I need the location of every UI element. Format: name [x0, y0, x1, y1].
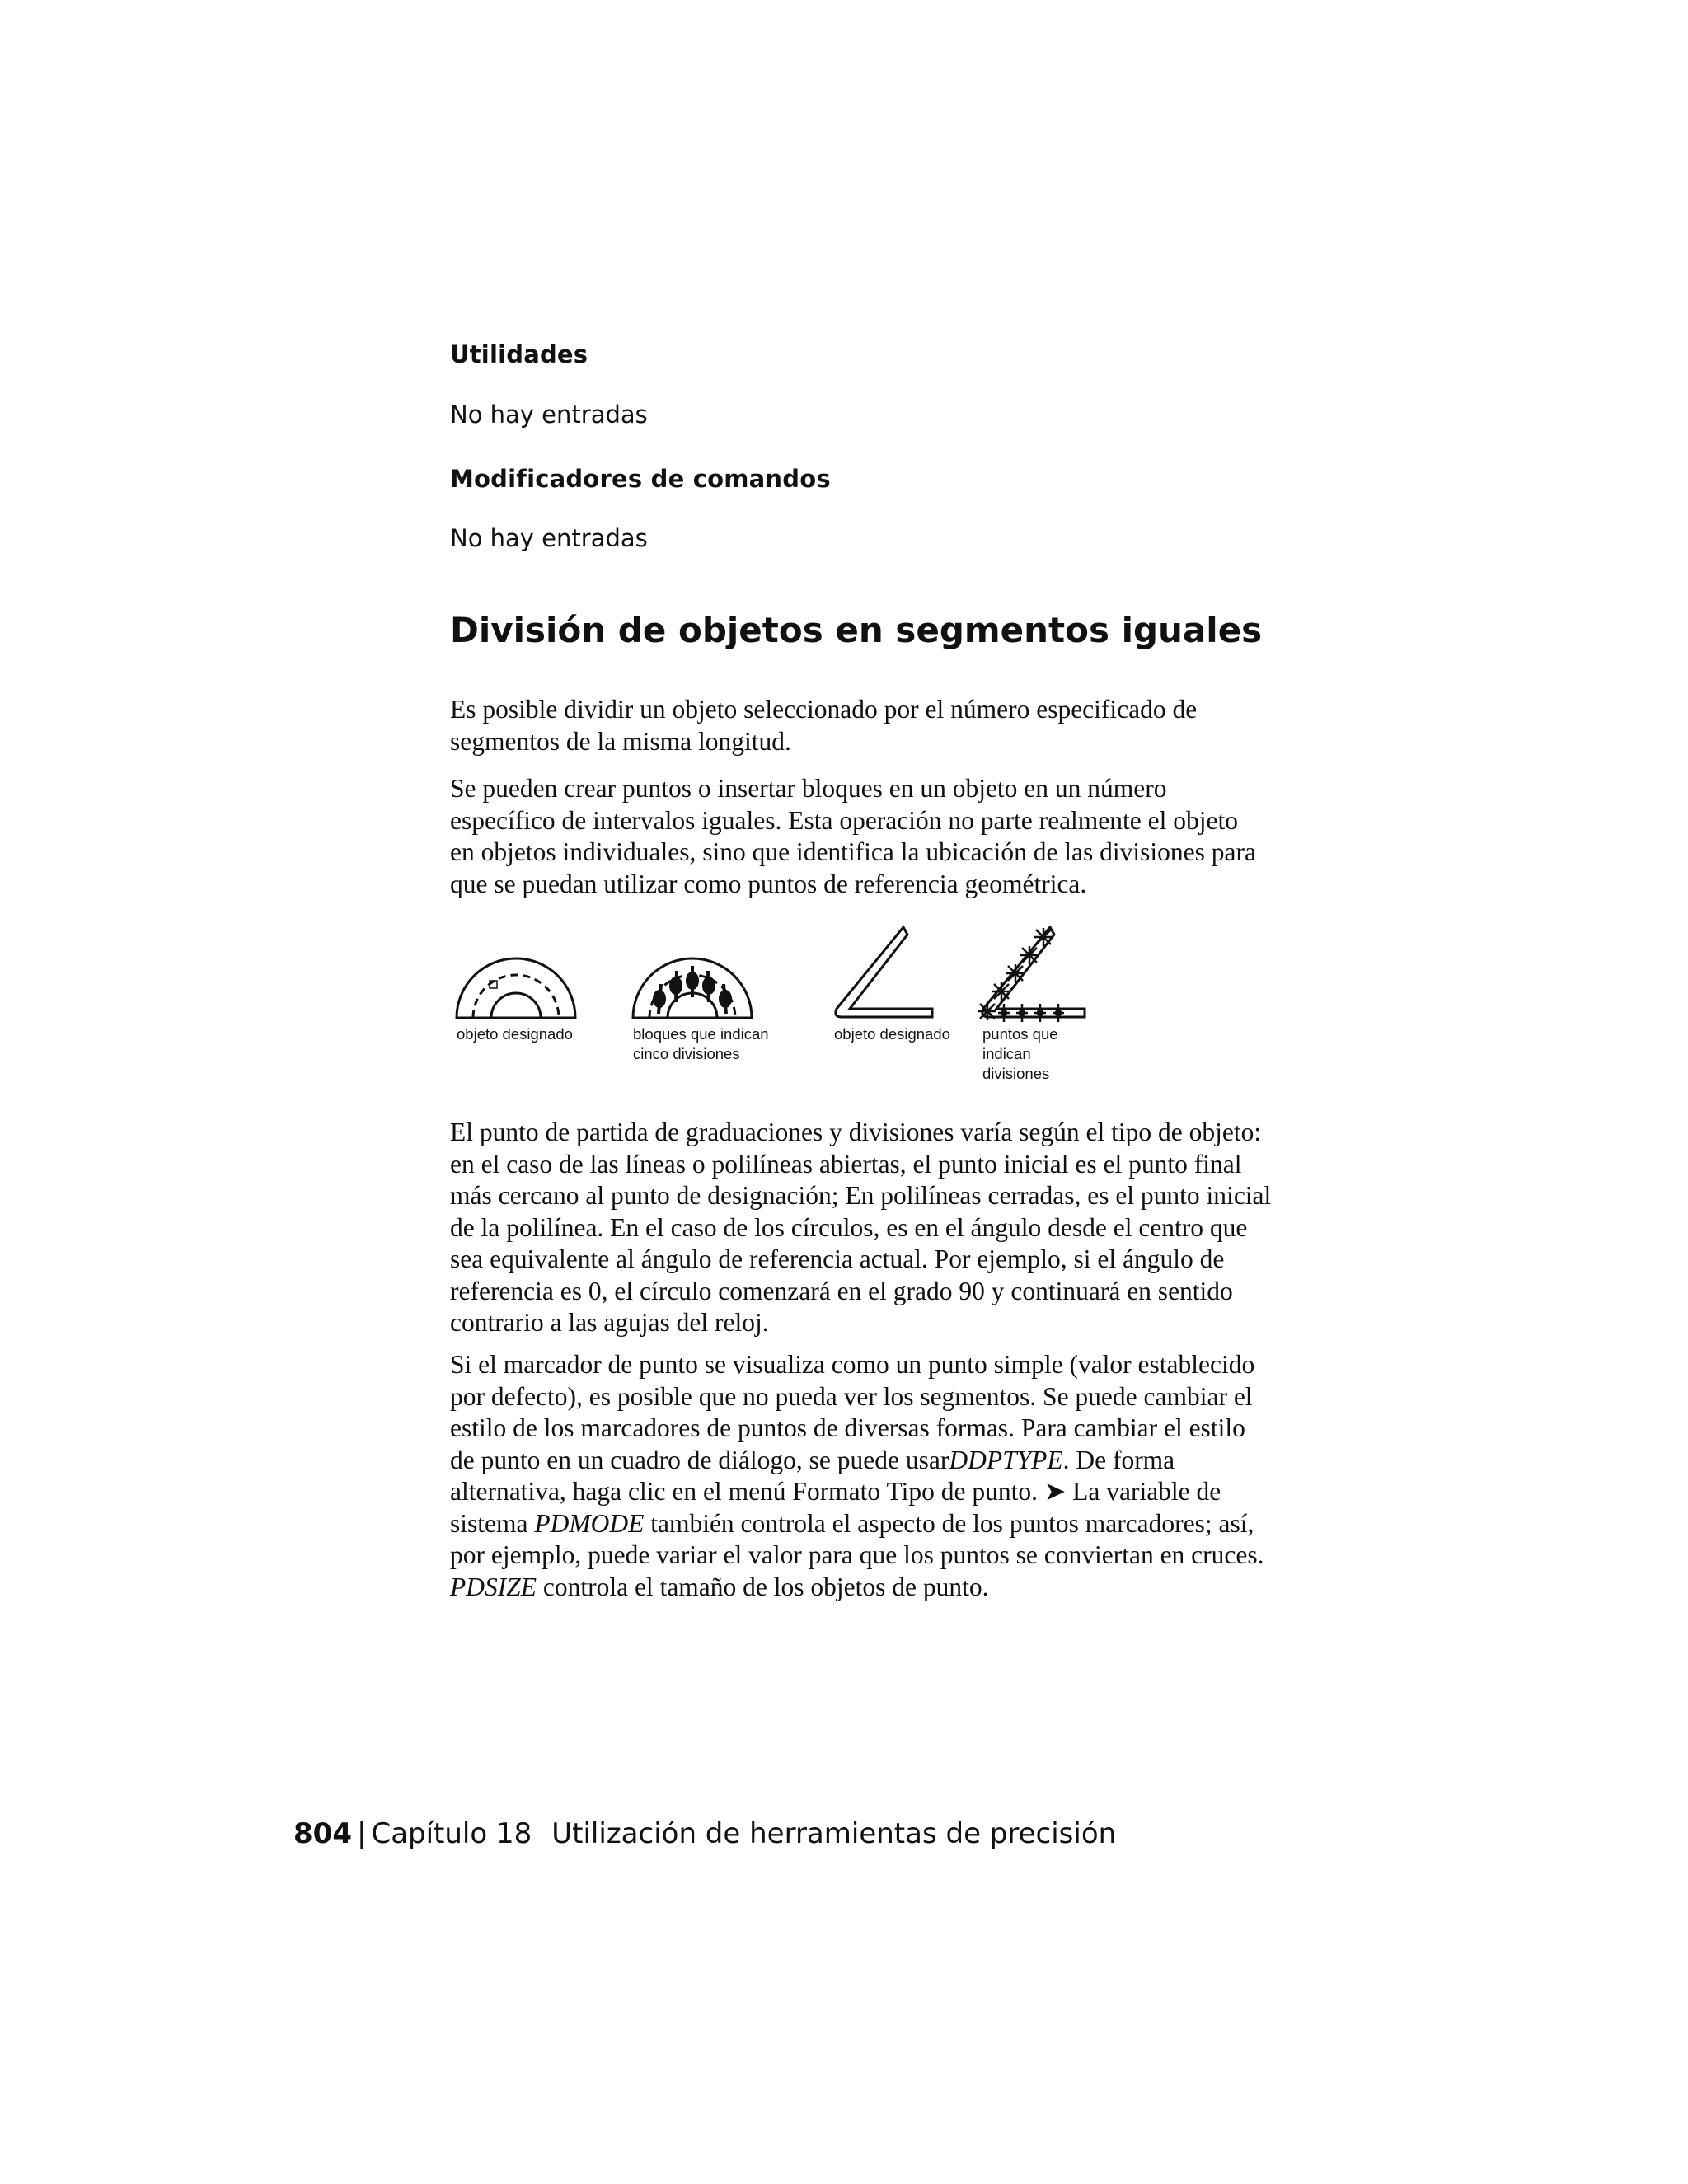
text-line: contrario a las agujas del reloj.: [450, 1308, 769, 1337]
text-line: Es posible dividir un objeto seleccionado por el número especificado de: [450, 695, 1198, 724]
arc-object-centerline: [473, 975, 559, 1018]
utilidades-text: No hay entradas: [450, 401, 648, 429]
chapter-title: Utilización de herramientas de precisión: [551, 1817, 1117, 1850]
text-line: en el caso de las líneas o polilíneas abiertas, el punto inicial es el punto final: [450, 1149, 1242, 1179]
text-fragment: controla el tamaño de los objetos de punto.: [537, 1572, 989, 1601]
paragraph-intro: [450, 694, 1327, 757]
text-line: [450, 1572, 1327, 1604]
block-marker: [687, 973, 697, 988]
text-line: específico de intervalos iguales. Esta operación no parte realmente el objeto: [450, 805, 1238, 835]
text-fragment: La variable de: [1066, 1477, 1221, 1506]
caption-line: divisiones: [982, 1065, 1050, 1082]
text-line: segmentos de la misma longitud.: [450, 726, 791, 756]
variable-pdsize: PDSIZE: [450, 1572, 537, 1601]
text-line: por defecto), es posible que no pueda ver los segmentos. Se puede cambiar el: [450, 1381, 1253, 1411]
text-fragment: . De forma: [1062, 1445, 1175, 1474]
chapter-label: Capítulo 18: [371, 1817, 532, 1850]
text-line: de la polilínea. En el caso de los círculos, es en el ángulo desde el centro que: [450, 1212, 1248, 1242]
text-line: [450, 1476, 1327, 1508]
text-line: El punto de partida de graduaciones y divisiones varía según el tipo de objeto:: [450, 1118, 1262, 1146]
caption-line: puntos que: [982, 1025, 1058, 1043]
variable-pdmode: PDMODE: [534, 1508, 645, 1538]
text-fragment: sistema: [450, 1508, 535, 1538]
text-line: más cercano al punto de designación; En polilíneas cerradas, es el punto inicial: [450, 1181, 1272, 1210]
text-line: Si el marcador de punto se visualiza como un punto simple (valor establecido: [450, 1350, 1255, 1379]
text-fragment: alternativa, haga clic en el menú Formato Tipo de punto.: [450, 1477, 1038, 1506]
text-line: que se puedan utilizar como puntos de referencia geométrica.: [450, 869, 1087, 898]
text-line: por ejemplo, puede variar el valor para que los puntos se conviertan en cruces.: [450, 1540, 1264, 1569]
section-title: División de objetos en segmentos iguales: [450, 610, 1263, 650]
page-number: 804: [293, 1817, 352, 1850]
block-marker: [671, 978, 681, 993]
caption-polyline-points: [982, 1024, 1058, 1084]
utilidades-heading: Utilidades: [450, 340, 588, 368]
page-footer: [293, 1817, 1116, 1850]
divide-illustration: [450, 923, 1109, 1088]
caption-arc-object: [457, 1024, 573, 1044]
modificadores-text: No hay entradas: [450, 524, 648, 552]
paragraph-blocks: [450, 773, 1327, 900]
caption-line: indican: [982, 1045, 1031, 1062]
paragraph-point-marker: [450, 1349, 1327, 1603]
block-marker: [704, 978, 714, 993]
text-fragment: también controla el aspecto de los puntos marcadores; así,: [644, 1508, 1254, 1538]
command-ddptype: DDPTYPE: [949, 1445, 1063, 1474]
text-line: [450, 1445, 1327, 1477]
text-line: referencia es 0, el círculo comenzará en el grado 90 y continuará en sentido: [450, 1276, 1233, 1305]
arrow-icon: ➤: [1043, 1477, 1067, 1506]
caption-line: objeto designado: [457, 1025, 573, 1043]
arc-object-inner: [491, 993, 541, 1018]
text-line: en objetos individuales, sino que identifica la ubicación de las divisiones para: [450, 837, 1256, 866]
text-line: sea equivalente al ángulo de referencia actual. Por ejemplo, si el ángulo de: [450, 1244, 1225, 1273]
footer-separator: |: [356, 1817, 367, 1850]
paragraph-start-point: [450, 1117, 1327, 1339]
polyline-divided: [982, 927, 1085, 1017]
caption-arc-blocks: [633, 1024, 769, 1064]
caption-polyline-object: [834, 1024, 950, 1044]
text-line: estilo de los marcadores de puntos de diversas formas. Para cambiar el estilo: [450, 1413, 1245, 1442]
caption-line: cinco divisiones: [633, 1045, 740, 1062]
text-line: Se pueden crear puntos o insertar bloques en un objeto en un número: [450, 774, 1167, 803]
modificadores-heading: Modificadores de comandos: [450, 465, 831, 493]
block-marker: [654, 991, 664, 1006]
text-fragment: de punto en un cuadro de diálogo, se puede usar: [450, 1445, 950, 1474]
caption-line: objeto designado: [834, 1025, 950, 1043]
caption-line: bloques que indican: [633, 1025, 769, 1043]
polyline-object: [836, 927, 932, 1017]
block-marker: [720, 991, 730, 1006]
text-line: [450, 1508, 1327, 1540]
